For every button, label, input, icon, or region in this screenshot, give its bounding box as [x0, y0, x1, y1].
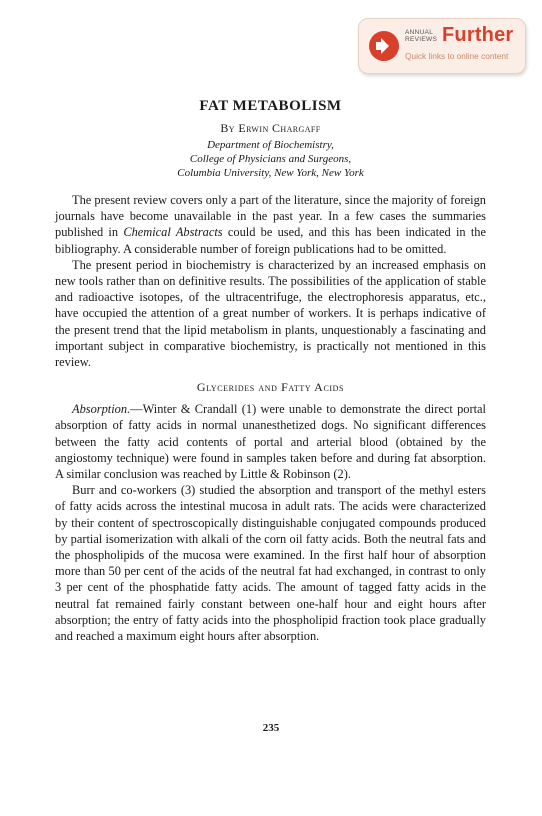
arrow-circle-icon — [369, 31, 399, 61]
absorption-paragraph-2: Burr and co-workers (3) studied the absorption and transport of the methyl esters of fatty acids across the intestinal mucosa in adult rats. The acids were characterized by their content of spectroscopically distinguishable conjugated compounds produced by partial isomerization with alkali of the corn oil fatty acids. Both the neutral fats and the phospholipids of the mucosa were examined. In the first half hour of absorption more than 50 per cent of the acids of the neutral fat had exchanged, in contrast to only 3 per cent of the phosphatide fatty acids. The amount of tagged fatty acids in the neutral fat remained fairly constant between one-half hour and eight hours after absorption; the entry of fatty acids into the phospholipid fraction took place gradually and reached a maximum eight hours after absorption. — [55, 483, 486, 644]
absorption-p1-text: —Winter & Crandall (1) were unable to demonstrate the direct portal absorption of fatty acids in normal unanesthetized dogs. No significant differences between the fatty acid contents of portal and arterial blood (obtained by the angiostomy technique) were found in samples taken before and during fat absorption. A similar conclusion was reached by Little & Robinson (2). — [55, 402, 486, 482]
annual-reviews-logo-text — [405, 29, 439, 43]
intro-p1-text-a: The present review covers only a part of the literature, since the majority of foreign journals have become unavailable in the past year. In a few cases the summaries published in — [55, 193, 486, 240]
absorption-paragraph-1 — [55, 401, 486, 482]
article-title: FAT METABOLISM — [199, 98, 342, 114]
author-affiliation — [55, 138, 486, 180]
journal-name: Chemical Abstracts — [123, 225, 223, 240]
affiliation-line: Department of Biochemistry, — [207, 139, 334, 151]
author-name: Erwin Chargaff — [238, 121, 321, 135]
author-prefix: By — [220, 121, 235, 135]
badge-reviews-word: REVIEWS — [405, 36, 438, 43]
further-reading-badge[interactable] — [358, 18, 526, 74]
badge-subtitle: Quick links to online content — [405, 51, 509, 61]
section-heading: Glycerides and Fatty Acids — [196, 380, 345, 395]
page-number: 235 — [262, 722, 280, 734]
affiliation-line: Columbia University, New York, New York — [177, 167, 364, 179]
badge-annual-word: ANNUAL — [405, 29, 434, 36]
intro-paragraph-2: The present period in biochemistry is characterized by an increased emphasis on new tools rather than on definitive results. The possibilities of the application of stable and radioactive isotopes, of the ultracentrifuge, the electrophoresis apparatus, etc., have occupied the attention of a great number of workers. It is perhaps indicative of the present trend that the lipid metabolism in plants, unquestionably a fascinating and important subject in comparative biochemistry, is practically not mentioned in this review. — [55, 257, 486, 370]
intro-p1-text-b: could be used, and this has been indicated in the bibliography. A considerable number of foreign publications had to be omitted. — [55, 225, 486, 256]
intro-paragraph-1 — [55, 192, 486, 257]
absorption-lead: Absorption. — [72, 402, 131, 417]
affiliation-line: College of Physicians and Surgeons, — [189, 153, 352, 165]
badge-further-title: Further — [442, 24, 514, 46]
article-body — [55, 96, 486, 644]
article-author — [55, 120, 486, 136]
